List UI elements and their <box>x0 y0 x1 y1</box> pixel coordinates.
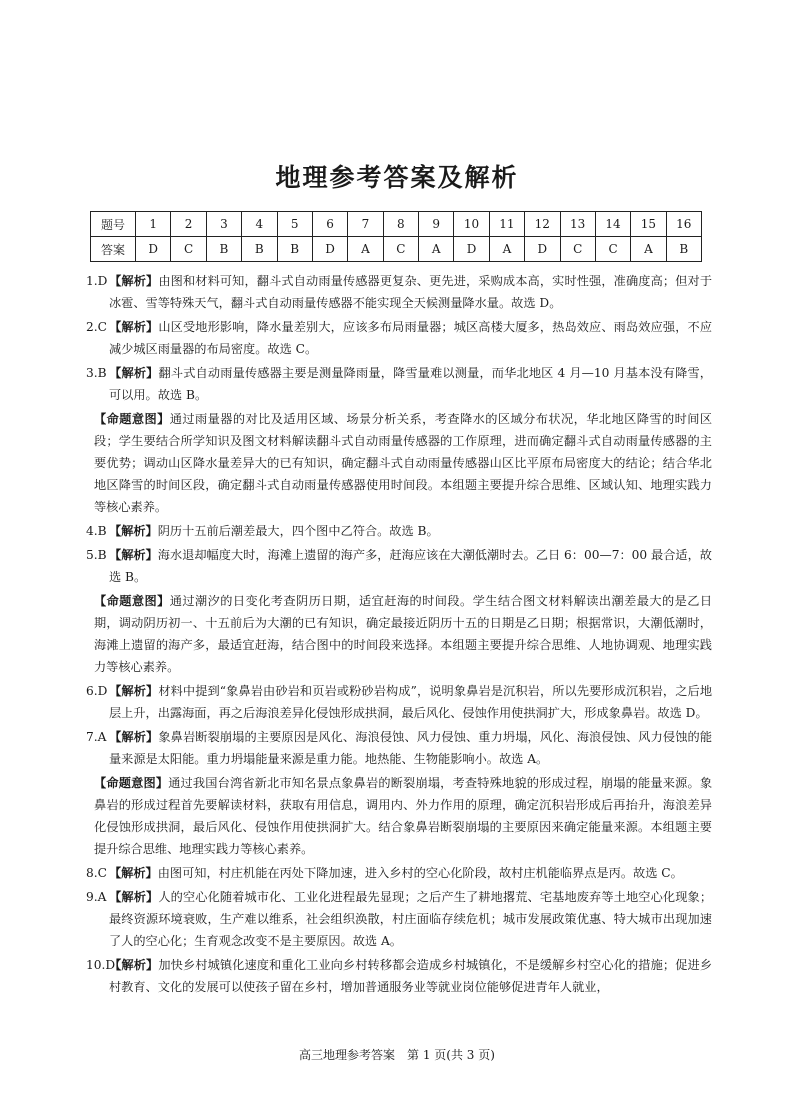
question-number: 1 <box>136 212 171 237</box>
answer-number: 3.B <box>86 366 107 380</box>
analysis-text: 由图和材料可知，翻斗式自动雨量传感器更复杂、更先进，采购成本高，实时性强，准确度高；但对于冰雹、雪等特殊天气，翻斗式自动雨量传感器不能实现全天候测量降水量。故选 D。 <box>109 274 712 310</box>
analysis-tag: 【解析】 <box>109 684 159 698</box>
analysis-text: 山区受地形影响，降水量差别大，应该多布局雨量器；城区高楼大厦多，热岛效应、雨岛效应强，不应减少城区雨量器的布局密度。故选 C。 <box>109 320 712 356</box>
answer-cell: C <box>171 237 206 262</box>
solution-item <box>86 270 712 314</box>
solution-item <box>86 520 712 542</box>
answer-cell: A <box>489 237 524 262</box>
question-number: 8 <box>383 212 418 237</box>
solution-item <box>86 316 712 360</box>
intent-text: 通过雨量器的对比及适用区域、场景分析关系，考查降水的区域分布状况，华北地区降雪的时间区段；学生要结合所学知识及图文材料解读翻斗式自动雨量传感器的工作原理，进而确定翻斗式自动雨量传感器的主要优势；调动山区降水量差异大的已有知识，确定翻斗式自动雨量传感器山区比平原布局密度大的结论；结合华北地区降雪的时间区段，确定翻斗式自动雨量传感器使用时间段。本组题主要提升综合思维、区域认知、地理实践力等核心素养。 <box>94 412 713 514</box>
answer-cell: C <box>383 237 418 262</box>
analysis-text: 人的空心化随着城市化、工业化进程最先显现；之后产生了耕地撂荒、宅基地废弃等土地空心化现象；最终资源环境衰败，生产难以维系，社会组织涣散，村庄面临存续危机；城市发展政策优惠、特大城市出现加速了人的空心化；生育观念改变不是主要原因。故选 A。 <box>109 890 712 948</box>
answer-number: 9.A <box>86 890 107 904</box>
question-number: 2 <box>171 212 206 237</box>
answer-cell: D <box>525 237 560 262</box>
row-label-number: 题号 <box>91 212 136 237</box>
analysis-tag: 【解析】 <box>109 366 159 380</box>
analysis-tag: 【解析】 <box>109 320 159 334</box>
question-number: 14 <box>595 212 630 237</box>
answer-cell: D <box>454 237 489 262</box>
answer-cell: B <box>206 237 241 262</box>
page-title: 地理参考答案及解析 <box>275 163 519 192</box>
question-number: 15 <box>631 212 666 237</box>
analysis-text: 由图可知，村庄机能在丙处下降加速，进入乡村的空心化阶段，故村庄机能临界点是丙。故选 C。 <box>157 866 683 880</box>
answer-cell: C <box>595 237 630 262</box>
answer-cell: D <box>312 237 347 262</box>
row-label-answer: 答案 <box>91 237 136 262</box>
solution-item <box>86 680 712 724</box>
answer-number: 5.B <box>86 548 107 562</box>
intent-tag: 【命题意图】 <box>94 594 170 608</box>
answer-cell: A <box>419 237 454 262</box>
solution-item <box>86 726 712 770</box>
analysis-text: 阴历十五前后潮差最大，四个图中乙符合。故选 B。 <box>157 524 439 538</box>
solution-item <box>86 362 712 406</box>
analysis-text: 海水退却幅度大时，海滩上遗留的海产多，赶海应该在大潮低潮时去。乙日 6：00—7：00 最合适，故选 B。 <box>109 548 712 584</box>
answer-cell: B <box>242 237 277 262</box>
answer-table <box>90 211 702 262</box>
question-number: 13 <box>560 212 595 237</box>
answer-number: 6.D <box>86 684 108 698</box>
answer-number: 10.D <box>86 958 116 972</box>
analysis-text: 材料中提到“象鼻岩由砂岩和页岩或粉砂岩构成”，说明象鼻岩是沉积岩，所以先要形成沉积岩，之后地层上升，出露海面，再之后海浪差异化侵蚀形成拱洞，最后风化、侵蚀作用使拱洞扩大，形成象鼻岩。故选 D。 <box>109 684 713 720</box>
analysis-tag: 【解析】 <box>109 866 158 880</box>
answer-number: 2.C <box>86 320 107 334</box>
table-row-numbers <box>91 212 702 237</box>
analysis-tag: 【解析】 <box>109 730 159 744</box>
question-number: 10 <box>454 212 489 237</box>
question-number: 4 <box>242 212 277 237</box>
analysis-tag: 【解析】 <box>109 274 159 288</box>
analysis-text: 加快乡村城镇化速度和重化工业向乡村转移都会造成乡村城镇化，不是缓解乡村空心化的措施；促进乡村教育、文化的发展可以使孩子留在乡村，增加普通服务业等就业岗位能够促进青年人就业， <box>109 958 712 994</box>
question-number: 16 <box>666 212 701 237</box>
table-row-answers <box>91 237 702 262</box>
analysis-tag: 【解析】 <box>109 524 158 538</box>
solution-item <box>86 954 712 998</box>
intent-tag: 【命题意图】 <box>94 412 170 426</box>
answer-number: 7.A <box>86 730 107 744</box>
answer-cell: C <box>560 237 595 262</box>
intent-tag: 【命题意图】 <box>94 776 169 790</box>
answer-cell: D <box>136 237 171 262</box>
page-footer: 高三地理参考答案 第 1 页(共 3 页) <box>299 1048 495 1062</box>
intent-paragraph <box>86 408 712 518</box>
answer-number: 8.C <box>86 866 107 880</box>
answer-cell: B <box>277 237 312 262</box>
answer-cell: A <box>631 237 666 262</box>
solution-item <box>86 886 712 952</box>
intent-text: 通过潮汐的日变化考查阴历日期，适宜赶海的时间段。学生结合图文材料解读出潮差最大的是乙日期，调动阴历初一、十五前后为大潮的已有知识，确定最接近阴历十五的日期是乙日期；根据常识，大潮低潮时，海滩上遗留的海产多，最适宜赶海，结合图中的时间段来选择。本组题主要提升综合思维、人地协调观、地理实践力等核心素养。 <box>94 594 713 674</box>
answer-number: 4.B <box>86 524 107 538</box>
question-number: 7 <box>348 212 383 237</box>
analysis-tag: 【解析】 <box>109 890 159 904</box>
solution-item <box>86 544 712 588</box>
question-number: 3 <box>206 212 241 237</box>
answer-cell: A <box>348 237 383 262</box>
intent-paragraph <box>86 590 712 678</box>
intent-paragraph <box>86 772 712 860</box>
answer-cell: B <box>666 237 701 262</box>
analysis-tag: 【解析】 <box>109 958 159 972</box>
analysis-tag: 【解析】 <box>109 548 158 562</box>
solutions-body <box>86 270 712 1000</box>
question-number: 9 <box>419 212 454 237</box>
question-number: 5 <box>277 212 312 237</box>
question-number: 11 <box>489 212 524 237</box>
analysis-text: 翻斗式自动雨量传感器主要是测量降雨量，降雪量难以测量，而华北地区 4 月—10 月基本没有降雪，可以用。故选 B。 <box>109 366 712 402</box>
question-number: 6 <box>312 212 347 237</box>
intent-text: 通过我国台湾省新北市知名景点象鼻岩的断裂崩塌，考查特殊地貌的形成过程，崩塌的能量来源。象鼻岩的形成过程首先要解读材料，获取有用信息，调用内、外力作用的原理，确定沉积岩形成后再抬升，海浪差异化侵蚀形成拱洞，最后风化、侵蚀作用使拱洞扩大。结合象鼻岩断裂崩塌的主要原因来确定能量来源。本组题主要提升综合思维、地理实践力等核心素养。 <box>94 776 713 856</box>
analysis-text: 象鼻岩断裂崩塌的主要原因是风化、海浪侵蚀、风力侵蚀、重力坍塌，风化、海浪侵蚀、风力侵蚀的能量来源是太阳能。重力坍塌能量来源是重力能。地热能、生物能影响小。故选 A。 <box>109 730 712 766</box>
answer-number: 1.D <box>86 274 108 288</box>
solution-item <box>86 862 712 884</box>
question-number: 12 <box>525 212 560 237</box>
